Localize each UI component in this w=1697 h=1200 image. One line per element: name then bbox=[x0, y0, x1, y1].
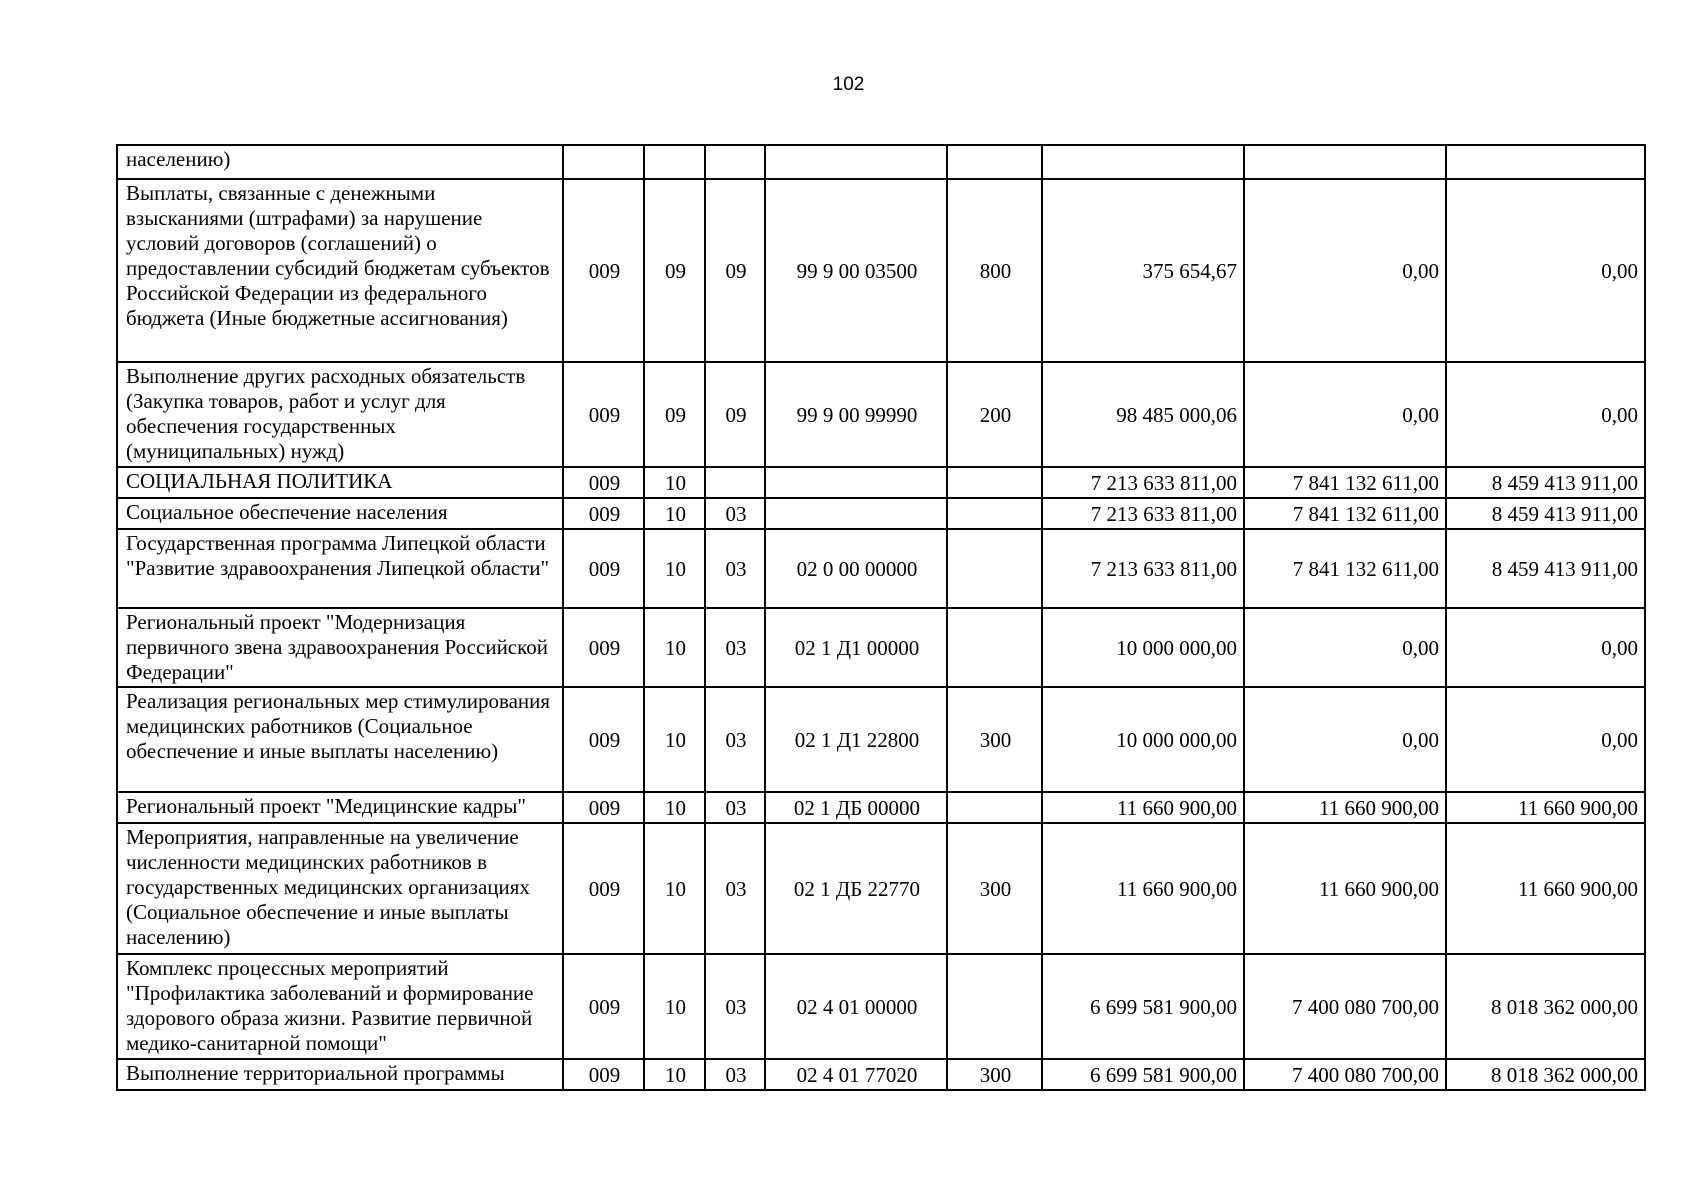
table-row bbox=[117, 362, 1645, 467]
subsection-code-cell: 09 bbox=[705, 362, 765, 467]
amount-cell-2: 7 400 080 700,00 bbox=[1244, 1059, 1446, 1090]
row-name-cell: населению) bbox=[117, 145, 563, 179]
expense-type-cell bbox=[947, 145, 1042, 179]
amount-cell-3: 8 018 362 000,00 bbox=[1446, 1059, 1645, 1090]
expense-type-cell bbox=[947, 608, 1042, 687]
amount-cell-3: 8 018 362 000,00 bbox=[1446, 954, 1645, 1059]
row-name-cell: Государственная программа Липецкой области "Развитие здравоохранения Липецкой области" bbox=[117, 529, 563, 608]
amount-cell-1: 7 213 633 811,00 bbox=[1042, 498, 1244, 529]
amount-cell-2: 11 660 900,00 bbox=[1244, 823, 1446, 954]
row-name-cell: Социальное обеспечение населения bbox=[117, 498, 563, 529]
amount-cell-2: 7 841 132 611,00 bbox=[1244, 467, 1446, 498]
row-name-cell: СОЦИАЛЬНАЯ ПОЛИТИКА bbox=[117, 467, 563, 498]
target-code-cell: 02 1 Д1 00000 bbox=[765, 608, 947, 687]
row-name-cell: Выплаты, связанные с денежными взысканиями (штрафами) за нарушение условий договоров (соглашений) о предоставлении субсидий бюджетам субъектов Российской Федерации из федерального бюджета (Иные бюджетные ассигнования) bbox=[117, 179, 563, 362]
subsection-code-cell: 03 bbox=[705, 608, 765, 687]
amount-cell-3: 8 459 413 911,00 bbox=[1446, 467, 1645, 498]
section-code-cell: 10 bbox=[644, 1059, 705, 1090]
subsection-code-cell: 03 bbox=[705, 687, 765, 792]
table-row bbox=[117, 792, 1645, 823]
subsection-code-cell: 03 bbox=[705, 498, 765, 529]
target-code-cell bbox=[765, 467, 947, 498]
table-row bbox=[117, 954, 1645, 1059]
subsection-code-cell: 03 bbox=[705, 823, 765, 954]
section-code-cell: 10 bbox=[644, 608, 705, 687]
amount-cell-3: 0,00 bbox=[1446, 362, 1645, 467]
amount-cell-1: 98 485 000,06 bbox=[1042, 362, 1244, 467]
amount-cell-3: 8 459 413 911,00 bbox=[1446, 498, 1645, 529]
expense-type-cell: 300 bbox=[947, 823, 1042, 954]
table-row bbox=[117, 687, 1645, 792]
target-code-cell: 02 4 01 77020 bbox=[765, 1059, 947, 1090]
table-row bbox=[117, 529, 1645, 608]
expense-type-cell: 200 bbox=[947, 362, 1042, 467]
row-name-cell: Выполнение территориальной программы bbox=[117, 1059, 563, 1090]
subsection-code-cell bbox=[705, 145, 765, 179]
ministry-code-cell: 009 bbox=[563, 792, 644, 823]
target-code-cell: 99 9 00 99990 bbox=[765, 362, 947, 467]
ministry-code-cell: 009 bbox=[563, 608, 644, 687]
section-code-cell: 10 bbox=[644, 687, 705, 792]
target-code-cell: 02 1 ДБ 00000 bbox=[765, 792, 947, 823]
ministry-code-cell: 009 bbox=[563, 362, 644, 467]
section-code-cell: 10 bbox=[644, 529, 705, 608]
target-code-cell: 02 1 ДБ 22770 bbox=[765, 823, 947, 954]
ministry-code-cell: 009 bbox=[563, 498, 644, 529]
amount-cell-3: 11 660 900,00 bbox=[1446, 792, 1645, 823]
amount-cell-3: 8 459 413 911,00 bbox=[1446, 529, 1645, 608]
amount-cell-1: 7 213 633 811,00 bbox=[1042, 529, 1244, 608]
subsection-code-cell: 03 bbox=[705, 1059, 765, 1090]
ministry-code-cell: 009 bbox=[563, 467, 644, 498]
ministry-code-cell: 009 bbox=[563, 179, 644, 362]
amount-cell-2: 11 660 900,00 bbox=[1244, 792, 1446, 823]
page-number: 102 bbox=[832, 74, 865, 95]
row-name-cell: Региональный проект "Медицинские кадры" bbox=[117, 792, 563, 823]
section-code-cell: 09 bbox=[644, 179, 705, 362]
target-code-cell: 02 1 Д1 22800 bbox=[765, 687, 947, 792]
row-name-cell: Региональный проект "Модернизация первичного звена здравоохранения Российской Федерации" bbox=[117, 608, 563, 687]
expense-type-cell bbox=[947, 467, 1042, 498]
section-code-cell: 10 bbox=[644, 498, 705, 529]
amount-cell-2 bbox=[1244, 145, 1446, 179]
subsection-code-cell: 03 bbox=[705, 954, 765, 1059]
amount-cell-1: 375 654,67 bbox=[1042, 179, 1244, 362]
amount-cell-1: 10 000 000,00 bbox=[1042, 687, 1244, 792]
expense-type-cell bbox=[947, 529, 1042, 608]
amount-cell-1: 7 213 633 811,00 bbox=[1042, 467, 1244, 498]
subsection-code-cell: 03 bbox=[705, 529, 765, 608]
target-code-cell bbox=[765, 145, 947, 179]
amount-cell-1: 11 660 900,00 bbox=[1042, 792, 1244, 823]
target-code-cell: 02 4 01 00000 bbox=[765, 954, 947, 1059]
amount-cell-3: 11 660 900,00 bbox=[1446, 823, 1645, 954]
amount-cell-1: 11 660 900,00 bbox=[1042, 823, 1244, 954]
ministry-code-cell: 009 bbox=[563, 529, 644, 608]
ministry-code-cell: 009 bbox=[563, 954, 644, 1059]
table-row bbox=[117, 145, 1645, 179]
row-name-cell: Выполнение других расходных обязательств (Закупка товаров, работ и услуг для обеспечения государственных (муниципальных) нужд) bbox=[117, 362, 563, 467]
target-code-cell: 02 0 00 00000 bbox=[765, 529, 947, 608]
ministry-code-cell: 009 bbox=[563, 823, 644, 954]
amount-cell-2: 0,00 bbox=[1244, 362, 1446, 467]
amount-cell-2: 0,00 bbox=[1244, 687, 1446, 792]
ministry-code-cell: 009 bbox=[563, 1059, 644, 1090]
section-code-cell: 10 bbox=[644, 954, 705, 1059]
amount-cell-2: 0,00 bbox=[1244, 179, 1446, 362]
expense-type-cell bbox=[947, 498, 1042, 529]
ministry-code-cell: 009 bbox=[563, 687, 644, 792]
table-row bbox=[117, 179, 1645, 362]
row-name-cell: Реализация региональных мер стимулирования медицинских работников (Социальное обеспечение и иные выплаты населению) bbox=[117, 687, 563, 792]
section-code-cell: 10 bbox=[644, 792, 705, 823]
section-code-cell: 09 bbox=[644, 362, 705, 467]
subsection-code-cell bbox=[705, 467, 765, 498]
amount-cell-3: 0,00 bbox=[1446, 179, 1645, 362]
section-code-cell bbox=[644, 145, 705, 179]
expense-type-cell: 800 bbox=[947, 179, 1042, 362]
amount-cell-3: 0,00 bbox=[1446, 687, 1645, 792]
table-row bbox=[117, 1059, 1645, 1090]
section-code-cell: 10 bbox=[644, 467, 705, 498]
expense-type-cell bbox=[947, 792, 1042, 823]
table-row bbox=[117, 498, 1645, 529]
table-row bbox=[117, 823, 1645, 954]
amount-cell-2: 0,00 bbox=[1244, 608, 1446, 687]
amount-cell-1: 10 000 000,00 bbox=[1042, 608, 1244, 687]
subsection-code-cell: 03 bbox=[705, 792, 765, 823]
subsection-code-cell: 09 bbox=[705, 179, 765, 362]
target-code-cell bbox=[765, 498, 947, 529]
amount-cell-2: 7 400 080 700,00 bbox=[1244, 954, 1446, 1059]
row-name-cell: Комплекс процессных мероприятий "Профилактика заболеваний и формирование здорового образа жизни. Развитие первичной медико-санитарной помощи" bbox=[117, 954, 563, 1059]
amount-cell-2: 7 841 132 611,00 bbox=[1244, 498, 1446, 529]
table-row bbox=[117, 467, 1645, 498]
amount-cell-1 bbox=[1042, 145, 1244, 179]
table-row bbox=[117, 608, 1645, 687]
expense-type-cell: 300 bbox=[947, 1059, 1042, 1090]
row-name-cell: Мероприятия, направленные на увеличение численности медицинских работников в государственных медицинских организациях (Социальное обеспечение и иные выплаты населению) bbox=[117, 823, 563, 954]
amount-cell-3 bbox=[1446, 145, 1645, 179]
expense-type-cell bbox=[947, 954, 1042, 1059]
budget-table bbox=[116, 144, 1646, 1091]
ministry-code-cell bbox=[563, 145, 644, 179]
expense-type-cell: 300 bbox=[947, 687, 1042, 792]
amount-cell-1: 6 699 581 900,00 bbox=[1042, 954, 1244, 1059]
target-code-cell: 99 9 00 03500 bbox=[765, 179, 947, 362]
amount-cell-3: 0,00 bbox=[1446, 608, 1645, 687]
section-code-cell: 10 bbox=[644, 823, 705, 954]
amount-cell-2: 7 841 132 611,00 bbox=[1244, 529, 1446, 608]
amount-cell-1: 6 699 581 900,00 bbox=[1042, 1059, 1244, 1090]
